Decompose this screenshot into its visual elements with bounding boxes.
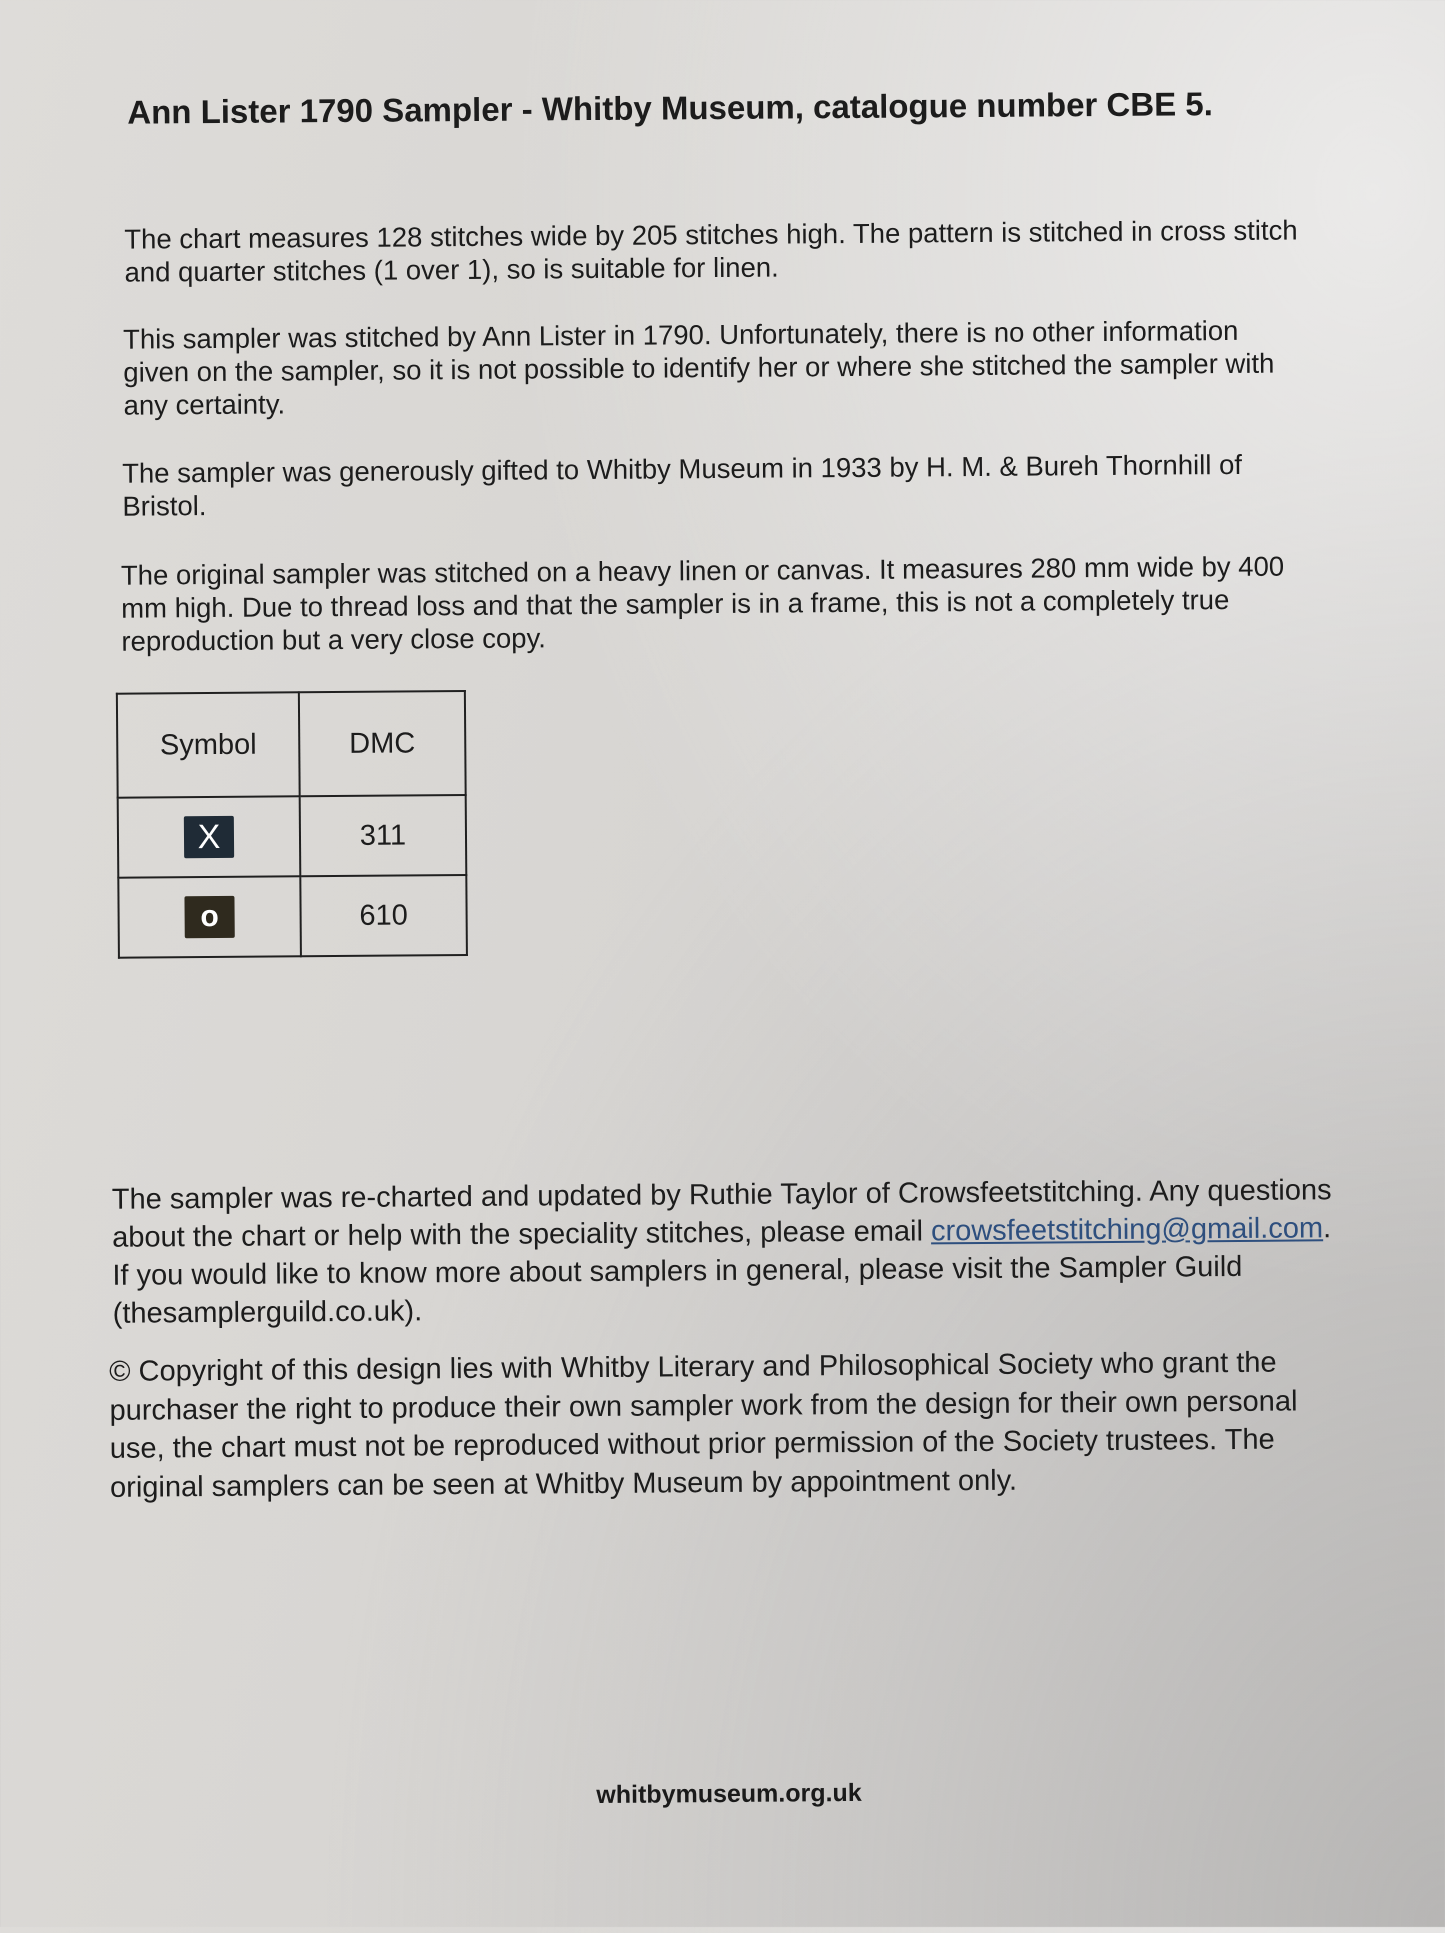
gift-paragraph: The sampler was generously gifted to Whitby Museum in 1933 by H. M. & Bureh Thornhill of Bristol.	[122, 448, 1243, 522]
email-link[interactable]: crowsfeetstitching@gmail.com	[930, 1212, 1324, 1248]
thread-key-table	[116, 690, 468, 959]
copyright-paragraph: © Copyright of this design lies with Whitby Literary and Philosophical Society who grant the purchaser the right to produce their own sampler work from the design for their own personal use, the chart must not be reproduced without prior permission of the Society trustees. The original samplers can be seen at Whitby Museum by appointment only.	[109, 1346, 1298, 1504]
document-title: Ann Lister 1790 Sampler - Whitby Museum, catalogue number CBE 5.	[127, 85, 1213, 131]
dmc-cell: 610	[300, 875, 467, 956]
symbol-cell	[118, 796, 301, 877]
credits-paragraph	[112, 1171, 1343, 1333]
stitcher-paragraph: This sampler was stitched by Ann Lister in 1790. Unfortunately, there is no other information given on the sampler, so it is not possible to identify her or where she stitched the sampler with any certainty.	[122, 314, 1275, 421]
credits-text-end: . If you would like to know more about samplers in general, please visit the Sampler Guild (thesamplerguild.co.uk).	[112, 1212, 1332, 1330]
circle-symbol-icon: o	[184, 896, 234, 938]
credits-text: The sampler was re-charted and updated by Ruthie Taylor of Crowsfeetstitching. Any questions about the chart or help with the speciality stitches, please email	[111, 1174, 1332, 1254]
original-paragraph: The original sampler was stitched on a heavy linen or canvas. It measures 280 mm wide by 400 mm high. Due to thread loss and that the sampler is in a frame, this is not a completely true reproduction but a very close copy.	[120, 550, 1285, 657]
table-row	[118, 795, 467, 878]
chart-size-paragraph: The chart measures 128 stitches wide by 205 stitches high. The pattern is stitched in cross stitch and quarter stitches (1 over 1), so is suitable for linen.	[124, 214, 1298, 288]
footer-url: whitbymuseum.org.uk	[596, 1778, 862, 1810]
dmc-cell: 311	[300, 795, 467, 876]
symbol-header: Symbol	[117, 692, 300, 797]
cross-symbol-icon: X	[184, 816, 234, 858]
symbol-cell	[118, 876, 301, 957]
table-header-row	[117, 691, 466, 798]
dmc-header: DMC	[299, 691, 466, 796]
table-row	[118, 875, 467, 958]
